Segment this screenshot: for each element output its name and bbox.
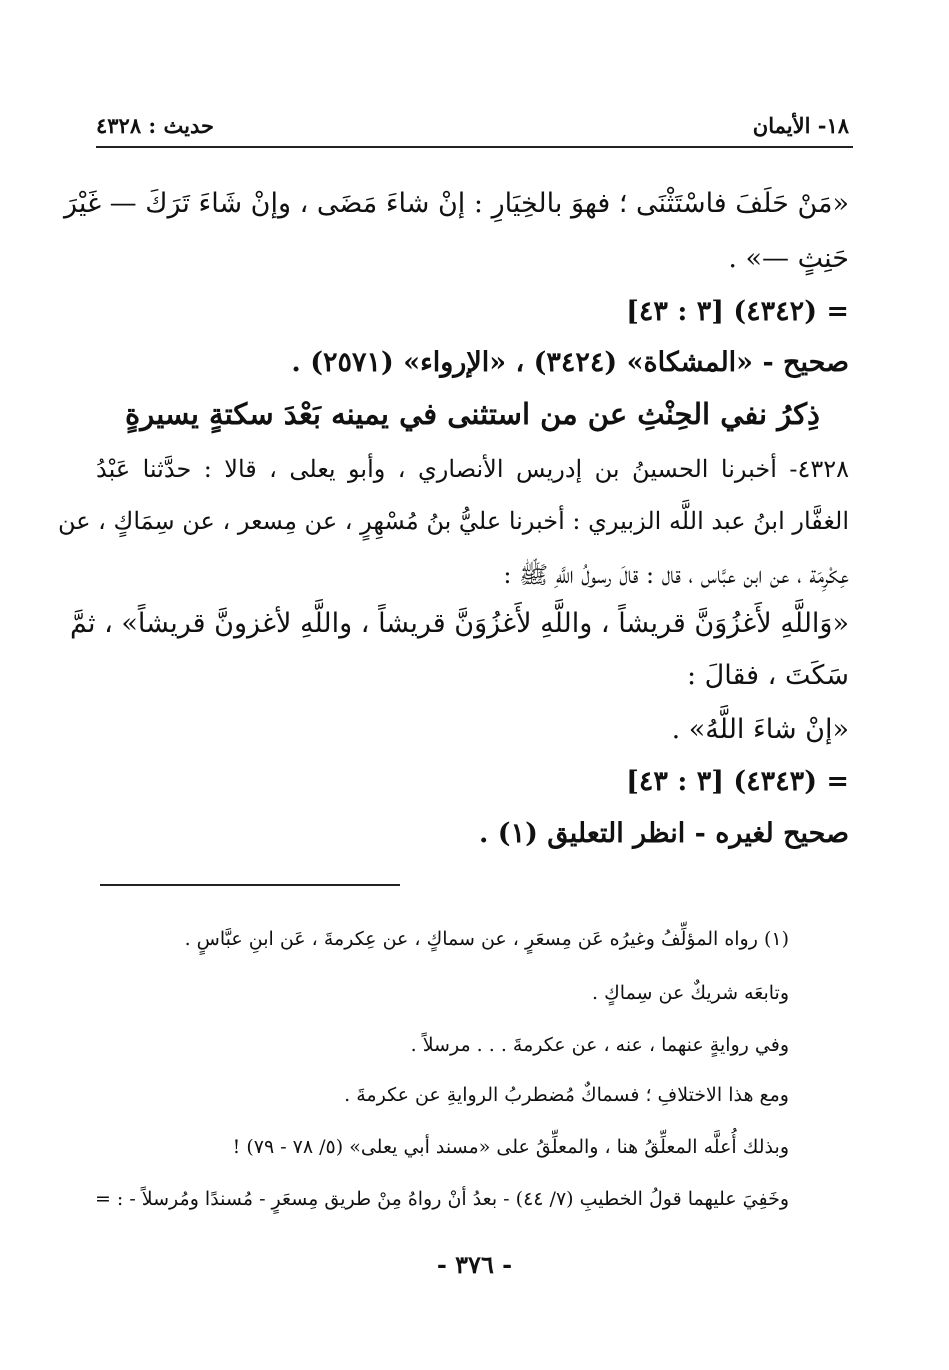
hadith-text-line-5: «إنْ شاءَ اللَّهُ» .	[671, 714, 849, 745]
hadith-text-line-3: «وَاللَّهِ لأَغزُوَنَّ قريشاً ، واللَّهِ لأَغزُوَنَّ قريشاً ، واللَّهِ لأغزونَّ قريشاً» ، ثمَّ	[70, 608, 849, 639]
hadith-reference: حديث : ٤٣٢٨	[96, 113, 214, 138]
isnad-line-3: عِكْرِمَة ، عن ابن عبَّاس ، قال : قالَ رسولُ اللَّهِ ﷺ :	[503, 561, 849, 589]
footnote-divider	[100, 884, 400, 886]
footnote-line-3: وفي روايةٍ عنهما ، عنه ، عن عكرمةَ . . . مرسلاً .	[410, 1034, 789, 1056]
footnote-line-1: (١) رواه المؤلِّفُ وغيرُه عَن مِسعَرٍ ، عن سماكٍ ، عن عِكرمةَ ، عَن ابنِ عبَّاسٍ .	[184, 928, 789, 950]
section-heading: ذِكرُ نفي الحِنْثِ عن من استثنى في يمينه بَعْدَ سكتةٍ يسيرةٍ	[125, 397, 820, 431]
footnote-line-5: وبذلك أُعلَّه المعلِّقُ هنا ، والمعلِّقُ على «مسند أبي يعلى» (٥/ ٧٨ - ٧٩) !	[232, 1136, 789, 1158]
header-divider	[96, 146, 853, 148]
isnad-line-2: الغفَّار ابنُ عبد اللَّه الزبيري : أخبرنا عليُّ بنُ مُسْهِرٍ ، عن مِسعر ، عن سِمَاكٍ ، عن	[57, 507, 849, 535]
isnad-line-1: ٤٣٢٨- أخبرنا الحسينُ بن إدريس الأنصاري ، وأبو يعلى ، قالا : حدَّثنا عَبْدُ	[96, 455, 849, 483]
cross-reference-line: = (٤٣٤٢) [٣ : ٤٣]	[626, 296, 849, 327]
footnote-line-6: وخَفِيَ عليهما قولُ الخطيبِ (٧/ ٤٤) - بعدُ أنْ رواهُ مِنْ طريق مِسعَرٍ - مُسندًا ومُرسلاً - : =	[94, 1188, 789, 1210]
page-number: - ٣٧٦ -	[436, 1250, 513, 1279]
footnote-line-2: وتابعَه شريكٌ عن سِماكٍ .	[592, 982, 789, 1004]
grading-line: صحيح - «المشكاة» (٣٤٢٤) ، «الإرواء» (٢٥٧١) .	[291, 347, 849, 378]
chapter-header: ١٨- الأيمان	[752, 113, 849, 138]
hadith-text-line-1: «مَنْ حَلَفَ فاسْتَثْنَى ؛ فهوَ بالخِيَارِ : إنْ شاءَ مَضَى ، وإنْ شَاءَ تَرَكَ — غَيْرَ	[63, 188, 849, 219]
cross-reference-line-2: = (٤٣٤٣) [٣ : ٤٣]	[626, 766, 849, 797]
grading-line-2: صحيح لغيره - انظر التعليق (١) .	[478, 818, 849, 849]
hadith-text-line-4: سَكَتَ ، فقالَ :	[686, 660, 849, 691]
footnote-line-4: ومع هذا الاختلافِ ؛ فسماكٌ مُضطربُ الروايةِ عن عكرمةَ .	[344, 1084, 789, 1106]
hadith-text-line-2: حَنِثٍ —» .	[728, 243, 849, 274]
